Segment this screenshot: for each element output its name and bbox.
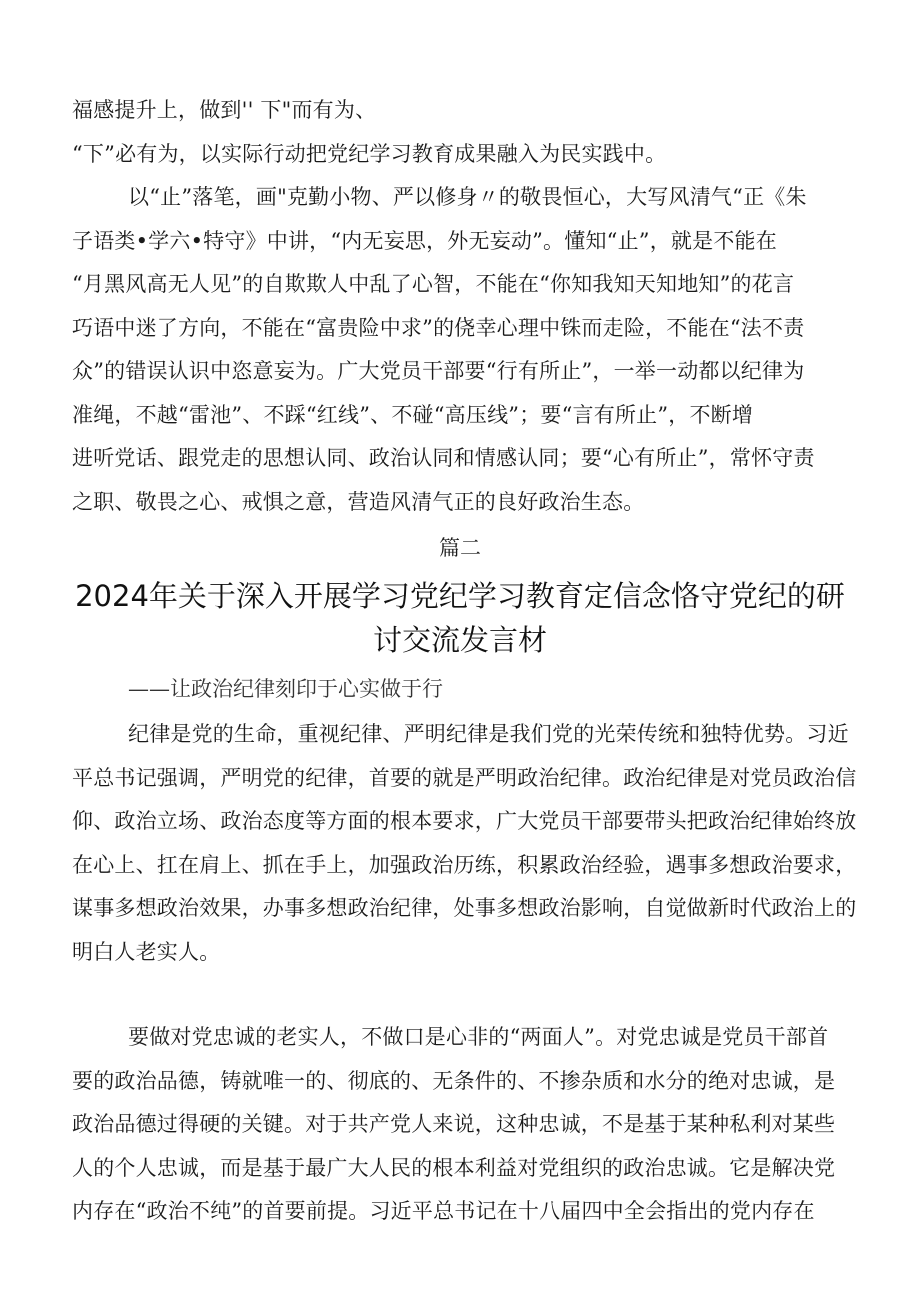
text-line: 众”的错误认识中恣意妄为。广大党员干部要“行有所止”，一举一动都以纪律为 xyxy=(72,359,805,383)
text-line: 之职、敬畏之心、戒惧之意，营造风清气正的良好政治生态。 xyxy=(72,490,645,514)
text-line: 准绳，不越“雷池”、不踩“红线”、不碰“高压线”；要“言有所止”，不断增 xyxy=(72,403,754,427)
text-line: 要做对党忠诚的老实人，不做口是心非的“两面人”。对党忠诚是党员干部首 xyxy=(128,1025,829,1049)
text-line: 政治品德过得硬的关键。对于共产党人来说，这种忠诚，不是基于某种私利对某些 xyxy=(72,1112,836,1136)
text-line: 谋事多想政治效果，办事多想政治纪律，处事多想政治影响，自觉做新时代政治上的 xyxy=(72,896,857,920)
section-label: 篇二 xyxy=(439,536,481,560)
document-title-line-2: 讨交流发言材 xyxy=(372,623,547,657)
document-title-line-1: 2024年关于深入开展学习党纪学习教育定信念恪守党纪的研 xyxy=(75,579,845,613)
text-line: 纪律是党的生命，重视纪律、严明纪律是我们党的光荣传统和独特优势。习近 xyxy=(128,722,849,746)
text-line: 要的政治品德，铸就唯一的、彻底的、无条件的、不掺杂质和水分的绝对忠诚，是 xyxy=(72,1069,836,1093)
text-line: 在心上、扛在肩上、抓在手上，加强政治历练，积累政治经验，遇事多想政治要求， xyxy=(72,853,857,877)
text-line: 进听党话、跟党走的思想认同、政治认同和情感认同；要“心有所止”，常怀守责 xyxy=(72,446,815,470)
text-line: 子语类•学六•特守》中讲，“内无妄思，外无妄动”。懂知“止”，就是不能在 xyxy=(72,229,777,253)
text-line: 福感提升上，做到'' 下"而有为、 xyxy=(72,98,377,122)
text-line: 人的个人忠诚，而是基于最广大人民的根本利益对党组织的政治忠诚。它是解决党 xyxy=(72,1156,836,1180)
text-line: 内存在“政治不纯”的首要前提。习近平总书记在十八届四中全会指出的党内存在 xyxy=(72,1199,815,1223)
text-line: 巧语中迷了方向，不能在“富贵险中求”的侥幸心理中铢而走险，不能在“法不责 xyxy=(72,316,805,340)
text-line: “月黑风高无人见”的自欺欺人中乱了心智，不能在“你知我知天知地知”的花言 xyxy=(72,272,795,296)
text-line: 平总书记强调，严明党的纪律，首要的就是严明政治纪律。政治纪律是对党员政治信 xyxy=(72,766,857,790)
text-line: 仰、政治立场、政治态度等方面的根本要求，广大党员干部要带头把政治纪律始终放 xyxy=(72,809,857,833)
text-line: 以“止”落笔，画"克勤小物、严以修身〃的敬畏恒心，大写风清气“正《朱 xyxy=(128,185,807,209)
text-line: “下”必有为，以实际行动把党纪学习教育成果融入为民实践中。 xyxy=(72,142,667,166)
document-subtitle: ——让政治纪律刻印于心实做于行 xyxy=(128,677,443,701)
text-line: 明白人老实人。 xyxy=(72,940,221,964)
